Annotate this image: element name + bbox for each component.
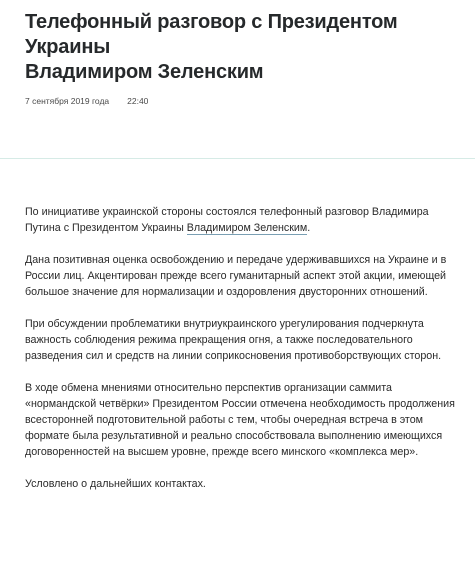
person-link-zelensky[interactable]: Владимиром Зеленским — [186, 222, 308, 234]
article-date: 7 сентября 2019 года — [25, 96, 110, 106]
article-header — [25, 10, 455, 85]
header-divider — [0, 158, 475, 159]
article-time: 22:40 — [127, 96, 149, 106]
article-meta — [25, 96, 148, 106]
paragraph-1 — [25, 204, 461, 236]
page-title-line-2: Владимиром Зеленским — [25, 61, 264, 83]
paragraph-3: При обсуждении проблематики внутриукраинского урегулирования подчеркнута важность соблюдения режима прекращения огня, а также последовательного разведения сил и средств на линии соприкосновения противоборствующих сторон. — [25, 318, 442, 362]
page-title-line-1: Телефонный разговор с Президентом Украины — [25, 11, 398, 58]
paragraph-1-text: По инициативе украинской стороны состоялся телефонный разговор Владимира Путина с Президентом Украины — [25, 206, 429, 234]
paragraph-1-end: . — [307, 222, 311, 234]
paragraph-4: В ходе обмена мнениями относительно перспектив организации саммита «нормандской четвёрки» Президентом России отмечена необходимость продолжения всесторонней подготовительной работы с тем, чтобы очередная встреча в этом формате была результативной и реально способствовала выполнению имеющихся договоренностей на высшем уровне, прежде всего минского «комплекса мер». — [25, 382, 455, 458]
paragraph-5: Условлено о дальнейших контактах. — [25, 478, 206, 490]
page-title — [25, 10, 455, 85]
paragraph-2: Дана позитивная оценка освобождению и передаче удерживавшихся на Украине и в России лиц. Акцентирован прежде всего гуманитарный аспект этой акции, имеющей большое значение для нормализации и оздоровления двусторонних отношений. — [25, 254, 447, 298]
article-body — [25, 204, 461, 508]
